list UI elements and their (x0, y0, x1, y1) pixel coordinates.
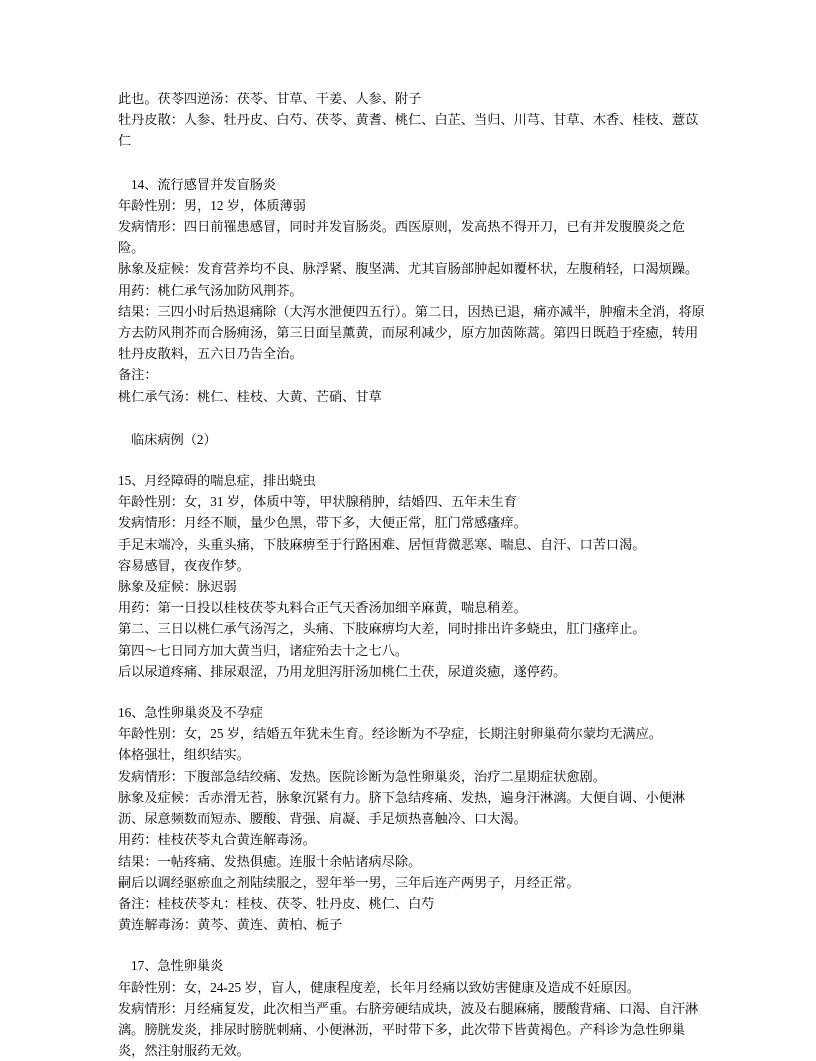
paragraph-line: 结果：三四小时后热退痛除（大泻水泄便四五行）。第二日，因热已退，痛亦减半，肿瘤未全消，将原方去防风荆芥而合肠痈汤，第三日面呈薰黄，而尿利减少，原方加茵陈蒿。第四日既趋于痊癒，转用牡丹皮散料，五六日乃告全治。 (118, 303, 705, 362)
paragraph-line: 备注： (118, 367, 158, 383)
case-17 (118, 955, 706, 1061)
case-16 (118, 702, 706, 935)
paragraph-line: 发病情形：月经不顺，量少色黑，带下多，大便正常，肛门常感瘙痒。 (118, 515, 527, 531)
case-15 (118, 470, 706, 682)
paragraph-line: 年龄性别：女，24-25 岁，盲人，健康程度差，长年月经痛以致妨害健康及造成不妊原因。 (118, 979, 640, 995)
paragraph-line: 手足末端冷，头重头痛，下肢麻痹至于行路困难、居恒背微恶寒、喘息、自汗、口苦口渴。 (118, 536, 646, 552)
paragraph-line: 年龄性别：男，12 岁，体质薄弱 (118, 197, 306, 213)
paragraph-line: 容易感冒，夜夜作梦。 (118, 557, 250, 573)
case-17-title: 17、急性卵巢炎 (131, 958, 224, 974)
case-14 (118, 174, 706, 407)
spacer (118, 935, 706, 955)
paragraph-line: 桃仁承气汤：桃仁、桂枝、大黄、芒硝、甘草 (118, 388, 382, 404)
spacer (118, 682, 706, 702)
top-section (118, 88, 706, 152)
paragraph-line: 后以尿道疼痛、排尿艰涩，乃用龙胆泻肝汤加桃仁土茯，尿道炎癒，遂停药。 (118, 663, 567, 679)
case-14-title: 14、流行感冒并发盲肠炎 (131, 176, 277, 192)
paragraph-line: 脉象及症候：脉迟弱 (118, 579, 237, 595)
paragraph-line: 嗣后以调经驱瘀血之剂陆续服之，翌年举一男，三年后连产两男子，月经正常。 (118, 874, 580, 890)
spacer (118, 152, 706, 174)
paragraph-line: 用药：第一日投以桂枝茯苓丸料合正气天香汤加细辛麻黄，喘息稍差。 (118, 600, 527, 616)
paragraph-line: 用药：桃仁承气汤加防风荆芥。 (118, 282, 303, 298)
paragraph-line: 体格强壮，组织结实。 (118, 747, 250, 763)
paragraph-line: 结果：一帖疼痛、发热俱癒。连服十余帖诸病尽除。 (118, 853, 422, 869)
paragraph-line: 发病情形：下腹部急结绞痛、发热。医院诊断为急性卵巢炎，治疗二星期症状愈剧。 (118, 768, 606, 784)
paragraph-line: 第四～七日同方加大黄当归，诸症殆去十之七八。 (118, 642, 409, 658)
paragraph-line: 用药：桂枝茯苓丸合黄连解毒汤。 (118, 832, 316, 848)
paragraph-line: 第二、三日以桃仁承气汤泻之，头痛、下肢麻痹均大差，同时排出许多蛲虫，肛门瘙痒止。 (118, 621, 646, 637)
section-title: 临床病例（2） (131, 431, 217, 447)
paragraph-line: 备注：桂枝茯苓丸：桂枝、茯苓、牡丹皮、桃仁、白芍 (118, 895, 435, 911)
spacer (118, 407, 706, 429)
paragraph-line: 年龄性别：女，31 岁，体质中等，甲状腺稍肿，结婚四、五年未生育 (118, 494, 517, 510)
paragraph-line: 年龄性别：女，25 岁，结婚五年犹未生育。经诊断为不孕症，长期注射卵巢荷尔蒙均无满应。 (118, 726, 662, 742)
paragraph-line: 黄连解毒汤：黄芩、黄连、黄柏、栀子 (118, 917, 343, 933)
paragraph-line: 发病情形：月经痛复发，此次相当严重。右脐旁硬结成块，波及右腿麻痛，腰酸背痛、口渴、自汗淋漓。膀胱发炎，排尿时膀胱刺痛、小便淋沥，平时带下多，此次带下皆黄褐色。产科诊为急性卵巢炎，然注射服药无效。 (118, 1000, 699, 1059)
paragraph-line: 牡丹皮散：人参、牡丹皮、白芍、茯苓、黄耆、桃仁、白芷、当归、川芎、甘草、木香、桂枝、薏苡仁 (118, 112, 699, 149)
case-15-title: 15、月经障碍的喘息症，排出蛲虫 (118, 473, 316, 489)
paragraph-line: 脉象及症候：舌赤滑无苔，脉象沉紧有力。脐下急结疼痛、发热，遍身汗淋漓。大便自调、小便淋沥、尿意频数而短赤、腰酸、背强、肩凝、手足烦热喜触冷、口大渴。 (118, 789, 686, 827)
paragraph-line: 发病情形：四日前罹患感冒，同时并发盲肠炎。西医原则，发高热不得开刀，已有并发腹膜炎之危险。 (118, 219, 686, 256)
spacer (118, 450, 706, 470)
paragraph-line: 脉象及症候：发育营养均不良、脉浮紧、腹坚满、尤其盲肠部肿起如覆杯状，左腹稍轻，口渴烦躁。 (118, 261, 699, 277)
paragraph-line: 此也。茯苓四逆汤：茯苓、甘草、干姜、人参、附子 (118, 91, 422, 106)
case-16-title: 16、急性卵巢炎及不孕症 (118, 705, 264, 721)
